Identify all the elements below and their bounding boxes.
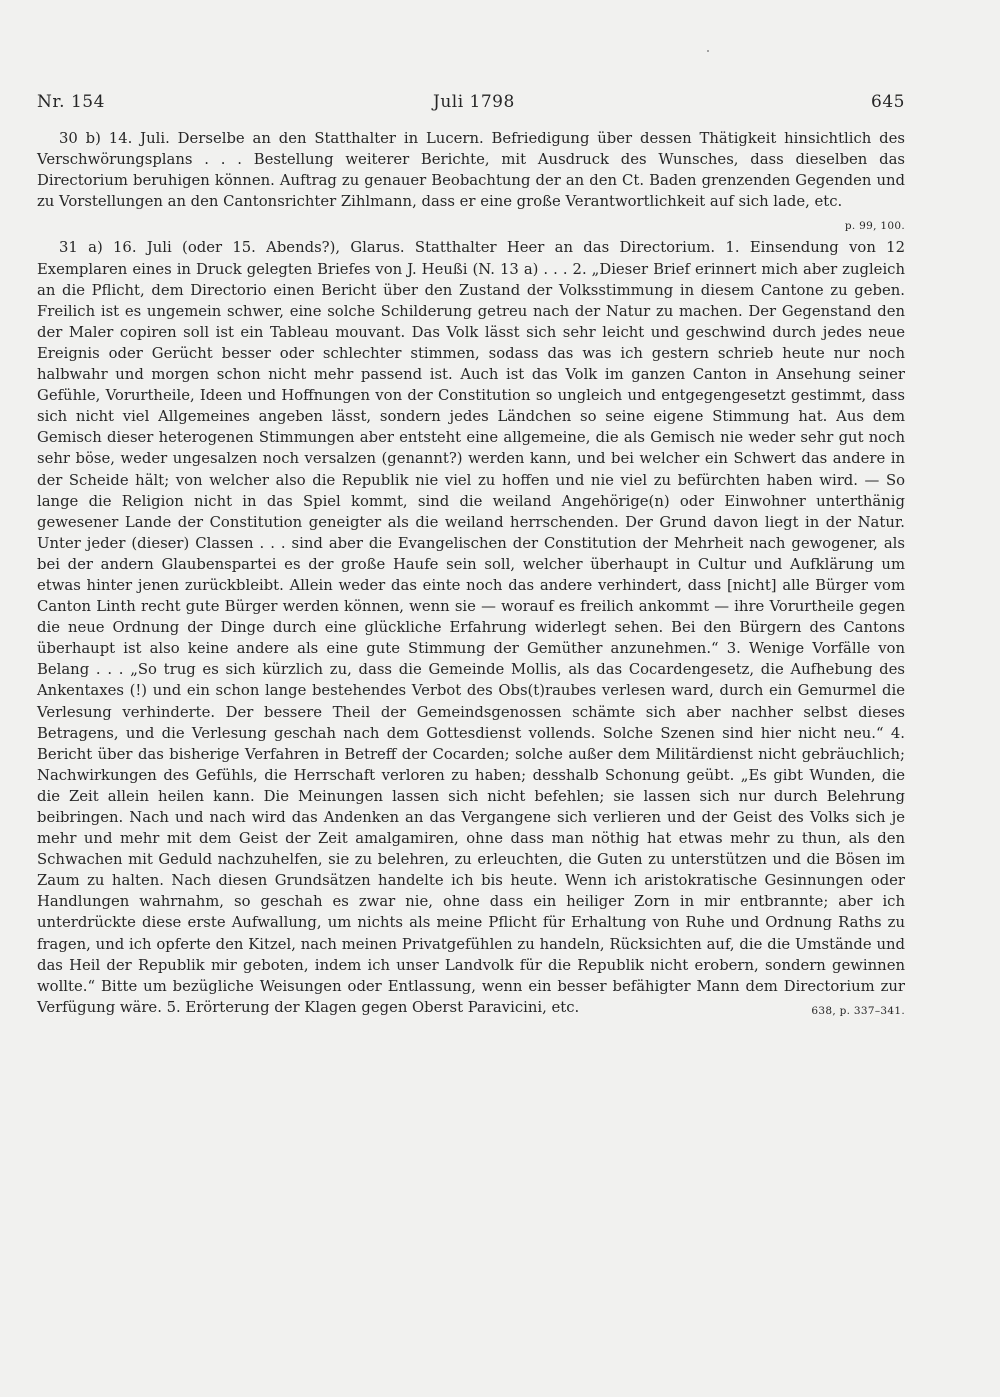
header-date: Juli 1798 [433, 92, 515, 112]
running-header [37, 92, 905, 122]
entry-30b [37, 128, 905, 233]
entry-text: 30 b) 14. Juli. Derselbe an den Statthalter in Lucern. Befriedigung über dessen Thätigkeit hinsichtlich des Verschwörungsplans . . . Bestellung weiterer Berichte, mit Ausdruck des Wunsches, dass dieselben das Directorium beruhigen können. Auftrag zu genauer Beobachtung der an den Ct. Baden grenzenden Gegenden und zu Vorstellungen an den Cantonsrichter Zihlmann, dass er eine große Verantwortlichkeit auf sich lade, etc. [37, 130, 905, 211]
entry-reference: p. 99, 100. [844, 220, 905, 233]
page-number: 645 [871, 92, 905, 112]
entry-31a [37, 237, 905, 1017]
scan-speck [707, 50, 709, 52]
entry-text: 31 a) 16. Juli (oder 15. Abends?), Glarus. Statthalter Heer an das Directorium. 1. Einsendung von 12 Exemplaren eines in Druck gelegten Briefes von J. Heußi (N. 13 a) . . . 2. „Dieser Brief erinnert mich aber zugleich an die Pflicht, dem Directorio einen Bericht über den Zustand der Volksstimmung in diesem Cantone zu geben. Freilich ist es ungemein schwer, eine solche Schilderung getreu nach der Natur zu machen. Der Gegenstand den der Maler copiren soll ist ein Tableau mouvant. Das Volk lässt sich sehr leicht und geschwind durch jedes neue Ereignis oder Gerücht besser oder schlechter stimmen, sodass das was ich gestern schrieb heute nur noch halbwahr und morgen schon nicht mehr passend ist. Auch ist das Volk im ganzen Canton in Ansehung seiner Gefühle, Vorurtheile, Ideen und Hoffnungen von der Constitution so ungleich und entgegengesetzt gestimmt, dass sich nicht viel Allgemeines angeben lässt, sondern jedes Ländchen so seine eigene Stimmung hat. Aus dem Gemisch dieser heterogenen Stimmungen aber entsteht eine allgemeine, die als Gemisch nie weder sehr gut noch sehr böse, weder ungesalzen noch versalzen (genannt?) werden kann, und bei welcher ein Schwert das andere in der Scheide hält; von welcher also die Republik nie viel zu hoffen und nie viel zu befürchten haben wird. — So lange die Religion nicht in das Spiel kommt, sind die weiland Angehörige(n) oder Einwohner unterthänig gewesener Lande der Constitution geneigter als die weiland herrschenden. Der Grund davon liegt in der Natur. Unter jeder (dieser) Classen . . . sind aber die Evangelischen der Constitution der Mehrheit nach gewogener, als bei der andern Glaubenspartei es der große Haufe sein soll, welcher überhaupt in Cultur und Aufklärung um etwas hinter jenen zurückbleibt. Allein weder das einte noch das andere verhindert, dass [nicht] alle Bürger vom Canton Linth recht gute Bürger werden können, wenn sie — worauf es freilich ankommt — ihre Vorurtheile gegen die neue Ordnung der Dinge durch eine glückliche Erfahrung widerlegt sehen. Bei den Bürgern des Cantons überhaupt ist also keine andere als eine gute Stimmung der Gemüther anzunehmen.“ 3. Wenige Vorfälle von Belang . . . „So trug es sich kürzlich zu, dass die Gemeinde Mollis, als das Cocardengesetz, die Aufhebung des Ankentaxes (!) und ein schon lange bestehendes Verbot des Obs(t)raubes verlesen ward, durch ein Gemurmel die Verlesung verhinderte. Der bessere Theil der Gemeindsgenossen schämte sich aber nachher selbst dieses Betragens, und die Verlesung geschah nach dem Gottesdienst vollends. Solche Szenen sind hier nicht neu.“ 4. Bericht über das bisherige Verfahren in Betreff der Cocarden; solche außer dem Militärdienst nicht gebräuchlich; Nachwirkungen des Gefühls, die Herrschaft verloren zu haben; desshalb Schonung geübt. „Es gibt Wunden, die die Zeit allein heilen kann. Die Meinungen lassen sich nicht befehlen; sie lassen sich nur durch Belehrung beibringen. Nach und nach wird das Andenken an das Vergangene sich verlieren und der Geist des Volks sich je mehr und mehr mit dem Geist der Zeit amalgamiren, ohne dass man nöthig hat etwas mehr zu thun, als den Schwachen mit Geduld nachzuhelfen, sie zu belehren, zu erleuchten, die Guten zu unterstützen und die Bösen im Zaum zu halten. Nach diesen Grundsätzen handelte ich bis heute. Wenn ich aristokratische Gesinnungen oder Handlungen wahrnahm, so geschah es zwar nie, ohne dass ein heiliger Zorn in mir entbrannte; aber ich unterdrückte diese erste Aufwallung, um nichts als meine Pflicht für Erhaltung von Ruhe und Ordnung Raths zu fragen, und ich opferte den Kitzel, nach meinen Privatgefühlen zu handeln, Rücksichten auf, die die Umstände und das Heil der Republik mir geboten, indem ich unser Landvolk für die Republik nicht erobern, sondern gewinnen wollte.“ Bitte um bezügliche Weisungen oder Entlassung, wenn ein besser befähigter Mann dem Directorium zur Verfügung wäre. 5. Erörterung der Klagen gegen Oberst Paravicini, etc. [37, 239, 905, 1016]
document-number: Nr. 154 [37, 92, 105, 112]
document-body [37, 128, 905, 1022]
entry-reference: 638, p. 337–341. [811, 1004, 905, 1017]
